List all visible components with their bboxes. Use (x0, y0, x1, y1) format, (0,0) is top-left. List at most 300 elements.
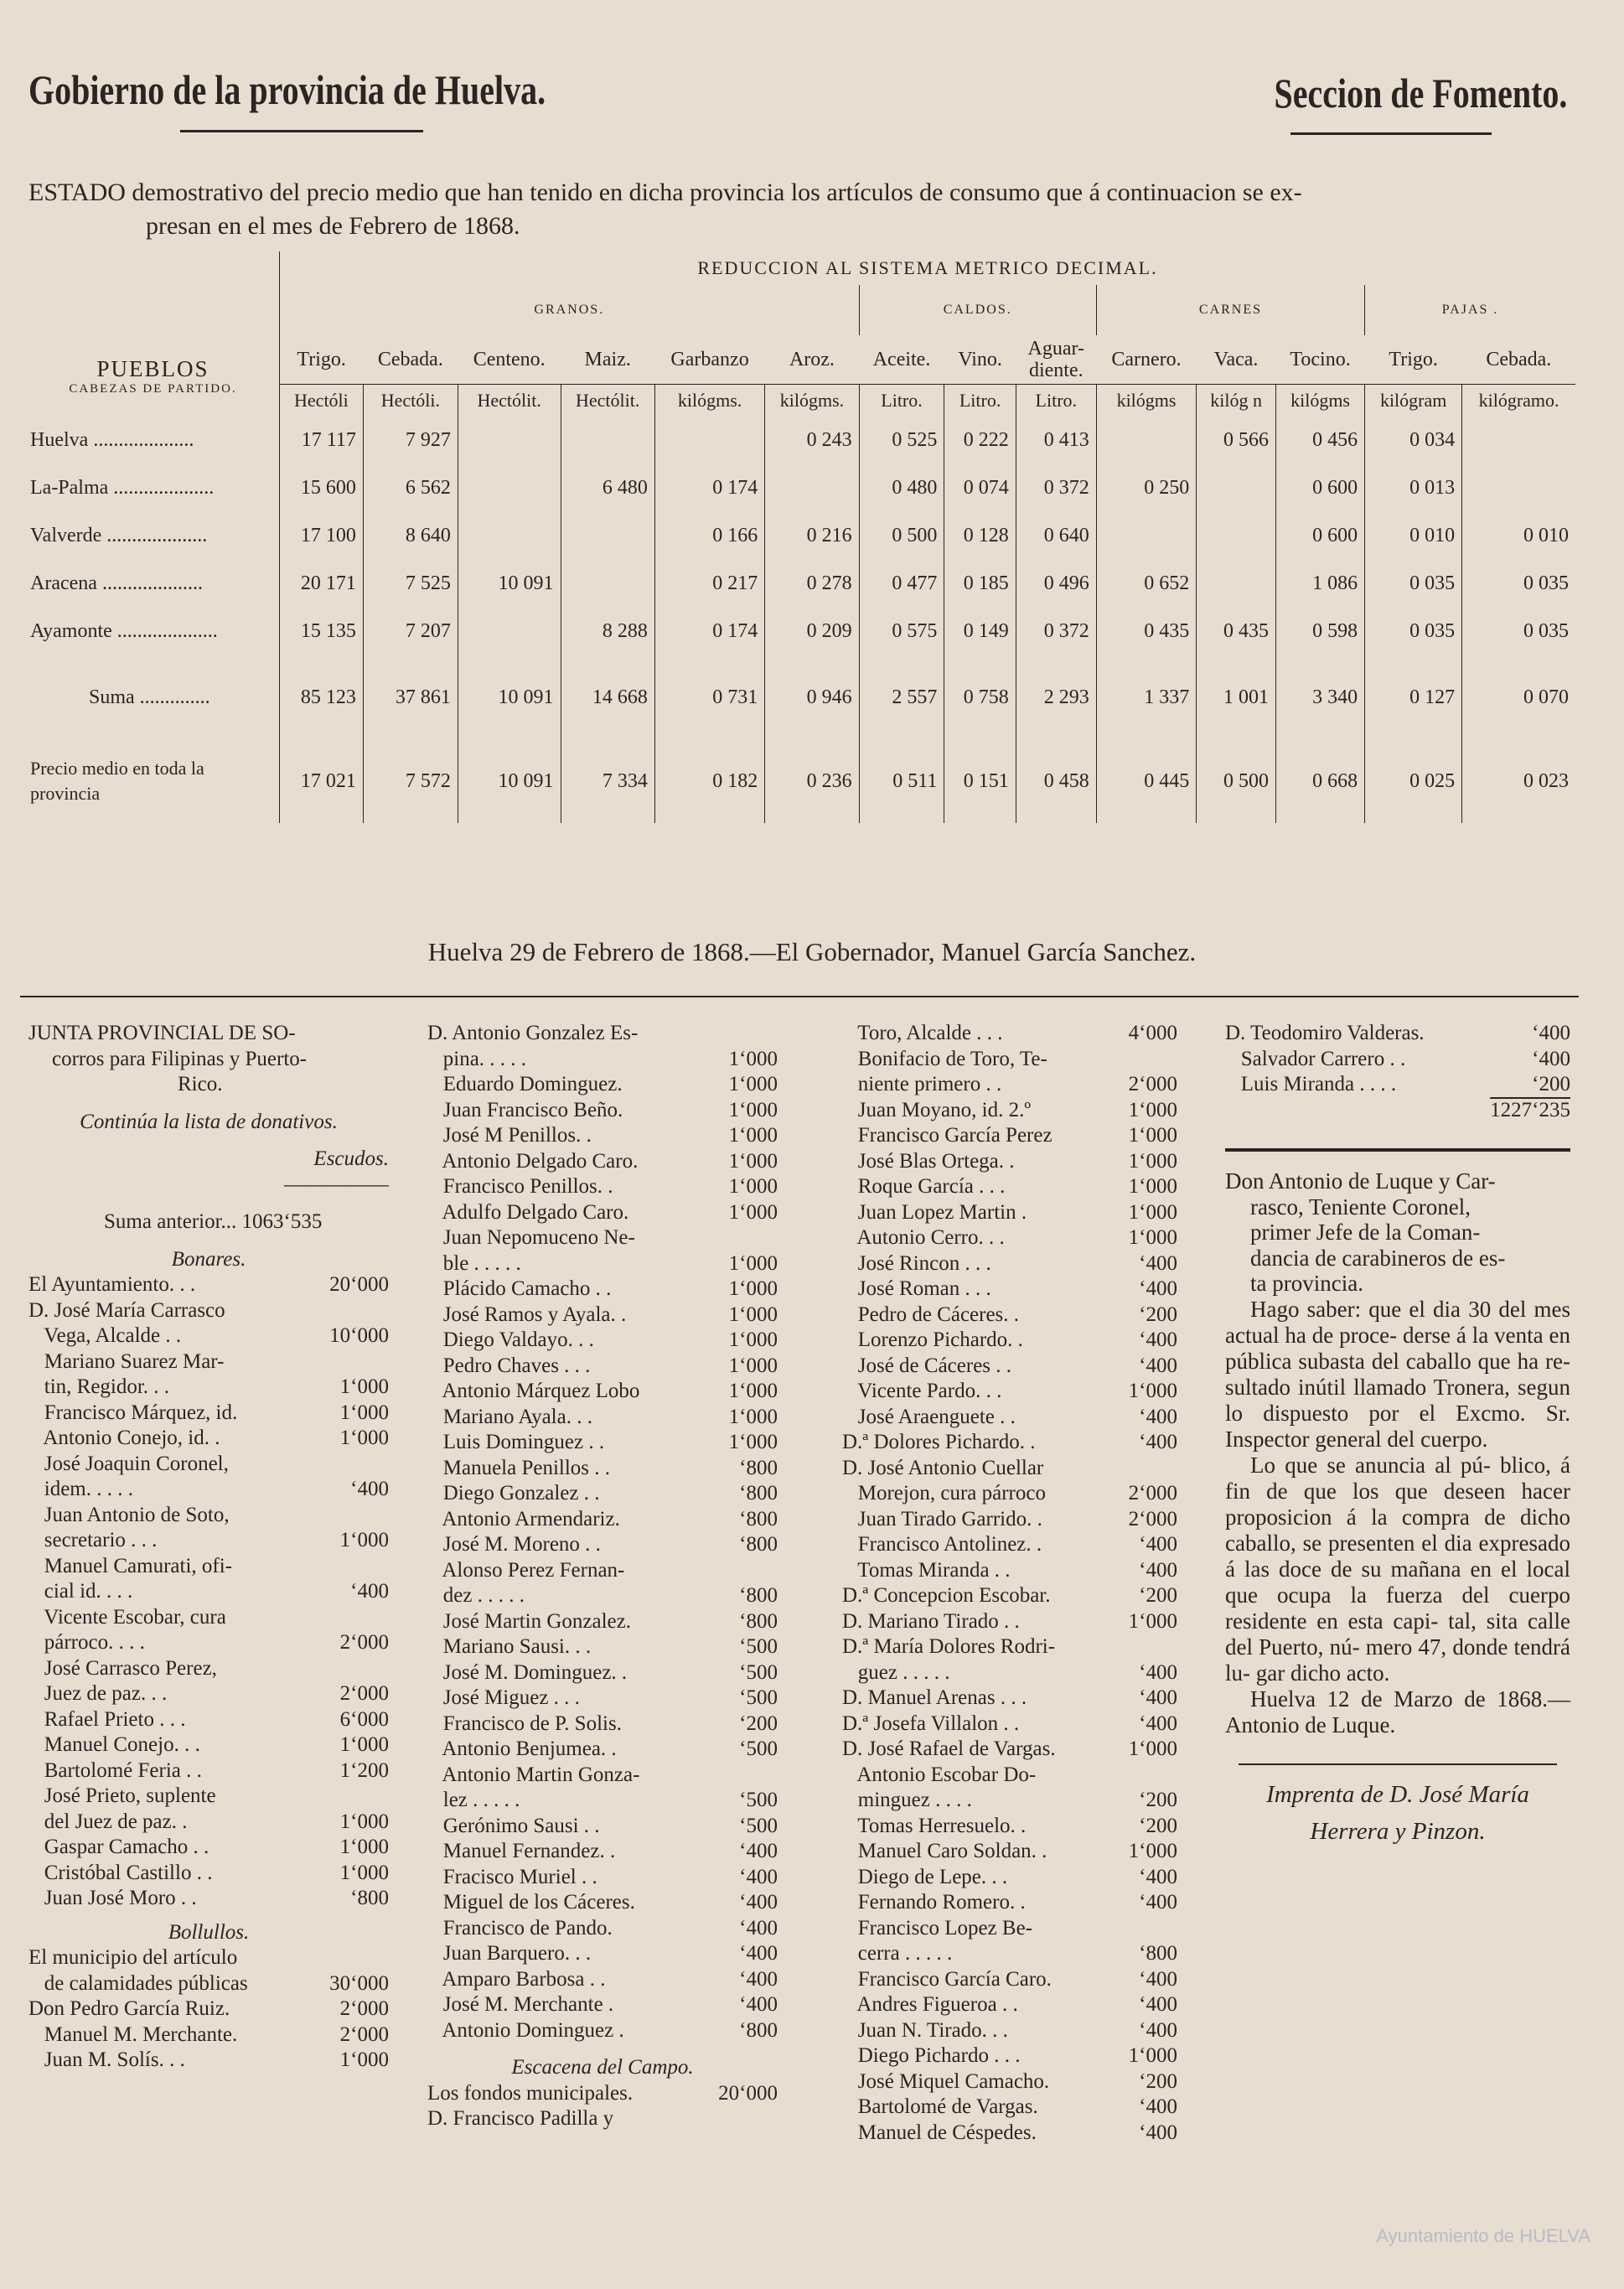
donor-name: Cristóbal Castillo . . (28, 1861, 213, 1884)
list-item (28, 1861, 389, 1887)
donor-amount (313, 1656, 389, 1682)
list-item (427, 1814, 778, 1840)
cell-value: 1 337 (1096, 655, 1196, 739)
place-name: Huelva (30, 429, 89, 451)
leader-dots: .................... (101, 525, 208, 546)
cell-value: 0 035 (1523, 572, 1569, 594)
donor-amount: ‘200 (1139, 1584, 1177, 1607)
cell-value: 0 236 (765, 739, 859, 823)
donor-amount: 2‘000 (1128, 1073, 1177, 1095)
row-place (27, 464, 280, 512)
donor-name: idem. . . . . (28, 1478, 133, 1500)
list-item (427, 1456, 778, 1482)
list-item (427, 1072, 778, 1098)
col-head: Cebada. (377, 348, 443, 370)
list-item (427, 1890, 778, 1916)
cell-value: 0 758 (944, 655, 1016, 739)
donor-amount: ‘500 (739, 1635, 778, 1658)
cell-value: 7 525 (363, 560, 458, 608)
notice-para-1: Hago saber: que el dia 30 del mes actual ha de proce- derse á la venta en pública subasta del caballo que ha re- sultado inútil llamado Tronera, segun lo dispuesto por el Excmo. Sr. Inspector general del cuerpo. (1225, 1296, 1570, 1452)
donor-name: párroco. . . . (28, 1631, 145, 1654)
list-item (28, 1784, 389, 1810)
donor-amount: ‘400 (1139, 1431, 1177, 1453)
donor-amount: ‘400 (1139, 1251, 1177, 1275)
list-item (842, 1865, 1177, 1891)
column-3 (842, 1021, 1177, 2146)
donor-amount: ‘200 (1139, 1814, 1177, 1837)
list-item (842, 1456, 1177, 1482)
donor-name: Andres Figueroa . . (842, 1993, 1018, 2016)
table-top-title: REDUCCION AL SISTEMA METRICO DECIMAL. (280, 251, 1576, 285)
row-place (27, 655, 280, 739)
donor-name: Roque García . . . (842, 1175, 1006, 1198)
donor-name: José Miguez . . . (427, 1686, 580, 1709)
donor-name: Juan José Moro . . (28, 1887, 197, 1909)
list-item (28, 1630, 389, 1656)
donor-name: cial id. . . . (28, 1580, 133, 1603)
donor-amount: 1‘000 (728, 1302, 778, 1326)
list-item (427, 2106, 778, 2132)
col-head: Vaca. (1213, 348, 1259, 370)
cell-value: 20 171 (280, 560, 364, 608)
donor-amount: 4‘000 (1128, 1022, 1177, 1044)
donor-name: José Rincon . . . (842, 1251, 991, 1275)
donor-amount: 1‘000 (728, 1277, 778, 1300)
donor-amount: ‘400 (739, 1967, 778, 1991)
donor-name: José Carrasco Perez, (28, 1656, 217, 1680)
donor-name: D. Antonio Gonzalez Es- (427, 1022, 639, 1044)
list-item (427, 1430, 778, 1456)
list-item (842, 1788, 1177, 1814)
cell-value: 3 340 (1275, 655, 1364, 739)
donor-name: El municipio del artículo (28, 1946, 238, 1969)
donor-amount (702, 1558, 778, 1584)
cell-value (1197, 464, 1276, 512)
donor-list-3 (842, 1021, 1177, 2146)
col-head: Maiz. (584, 348, 631, 370)
donor-name: Pedro Chaves . . . (427, 1354, 591, 1377)
list-item (427, 1251, 778, 1277)
donor-amount: 2‘000 (339, 2022, 389, 2046)
list-item (427, 1123, 778, 1149)
donor-amount (313, 1503, 389, 1529)
donor-name: El Ayuntamiento. . . (28, 1273, 196, 1296)
donor-name: Diego Valdayo. . . (427, 1328, 594, 1351)
cell-value (458, 512, 561, 560)
list-item (427, 1660, 778, 1686)
donor-amount: 1‘000 (1128, 1175, 1177, 1198)
cell-value: 0 600 (1275, 512, 1364, 560)
donor-name: Manuel Conejo. . . (28, 1733, 200, 1756)
donor-name: Juez de paz. . . (28, 1682, 168, 1705)
donor-name: Francisco García Caro. (842, 1967, 1052, 1991)
list-item (427, 1225, 778, 1251)
list-item (842, 1021, 1177, 1047)
unit: kilógms. (765, 385, 859, 417)
bollullos-label: Bollullos. (168, 1920, 250, 1944)
cell-value (765, 464, 859, 512)
list-item (427, 1712, 778, 1737)
list-item (427, 1634, 778, 1660)
cell-value: 0 598 (1275, 608, 1364, 655)
donor-name: Bonifacio de Toro, Te- (842, 1047, 1047, 1070)
donor-amount: ‘200 (1139, 1302, 1177, 1326)
intro-line1: ESTADO demostrativo del precio medio que han tenido en dicha provincia los artículos de consumo que á continuacion se ex- (28, 179, 1302, 206)
donor-name: Bartolomé de Vargas. (842, 2095, 1038, 2118)
escudos-label: Escudos. (313, 1147, 389, 1170)
list-item (427, 1098, 778, 1124)
donor-list-2 (427, 1021, 778, 2043)
cell-value: 0 174 (654, 464, 764, 512)
cell-value: 17 100 (280, 512, 364, 560)
place-name: La-Palma (30, 477, 109, 499)
bonares-label: Bonares. (171, 1247, 246, 1271)
cell-value: 1 086 (1275, 560, 1364, 608)
donor-amount (702, 1021, 778, 1047)
donor-amount: 1‘000 (339, 2048, 389, 2071)
col-head: Vino. (958, 348, 1002, 370)
junta-title-1: JUNTA PROVINCIAL DE SO- (28, 1022, 296, 1044)
donor-amount: 1‘000 (1128, 1609, 1177, 1633)
list-item (842, 1634, 1177, 1660)
donor-amount (313, 1298, 389, 1324)
donor-amount: 1‘000 (728, 1175, 778, 1198)
list-item (427, 1941, 778, 1967)
donor-amount: 1‘000 (1128, 1380, 1177, 1402)
donor-amount: ‘800 (1139, 1942, 1177, 1965)
col-head: Carnero. (1111, 348, 1182, 370)
list-item (427, 1788, 778, 1814)
donor-name: secretario . . . (28, 1529, 158, 1551)
list-item (842, 2121, 1177, 2147)
list-item (842, 1583, 1177, 1609)
cell-value: 0 372 (1016, 464, 1096, 512)
donor-name: D. Manuel Arenas . . . (842, 1686, 1027, 1709)
list-item (28, 1996, 389, 2022)
imprenta-rule (1239, 1763, 1557, 1765)
cell-value: 6 562 (363, 464, 458, 512)
donor-amount: 1‘000 (339, 1375, 389, 1398)
donor-amount: 1‘000 (339, 1810, 389, 1833)
donor-amount: ‘400 (1139, 1533, 1177, 1556)
donor-name: Francisco García Perez (842, 1124, 1052, 1147)
donor-name: ble . . . . . (427, 1251, 521, 1275)
cell-value: 0 640 (1016, 512, 1096, 560)
header-right: Seccion de Fomento. (1274, 70, 1567, 117)
cell-value: 0 151 (944, 739, 1016, 823)
cell-value: 0 217 (654, 560, 764, 608)
table-row (27, 608, 1575, 655)
row-place (27, 739, 280, 823)
donor-amount: ‘400 (1139, 1558, 1177, 1582)
donor-name: José M. Dominguez. . (427, 1660, 628, 1684)
donor-name: niente primero . . (842, 1073, 1002, 1095)
table-body (27, 417, 1575, 823)
list-item (28, 1349, 389, 1375)
list-item (28, 1656, 389, 1682)
cell-value: 0 013 (1365, 464, 1462, 512)
list-item (842, 1149, 1177, 1175)
donor-amount (313, 1452, 389, 1478)
donor-name: minguez . . . . (842, 1789, 972, 1811)
list-item (842, 1328, 1177, 1354)
cell-value: 1 001 (1197, 655, 1276, 739)
cell-value: 0 435 (1096, 608, 1196, 655)
donor-amount: ‘200 (1532, 1073, 1570, 1095)
cell-value: 6 480 (561, 464, 654, 512)
donor-amount: 30‘000 (329, 1971, 389, 1995)
cell-value: 0 500 (859, 512, 944, 560)
cell-value: 0 456 (1275, 417, 1364, 464)
donor-amount (313, 1605, 389, 1631)
donor-amount: 1‘000 (728, 1073, 778, 1095)
donor-amount (1102, 1456, 1177, 1482)
group-granos: GRANOS. (280, 285, 860, 335)
cell-value: 0 566 (1197, 417, 1276, 464)
donor-name: Luis Miranda . . . . (1225, 1073, 1397, 1095)
place-name: Ayamonte (30, 620, 112, 642)
donor-amount: ‘400 (739, 1840, 778, 1862)
column-2 (427, 1021, 778, 2132)
donor-name: D.ª Concepcion Escobar. (842, 1584, 1051, 1607)
list-item (427, 1354, 778, 1380)
donor-name: Diego Pichardo . . . (842, 2044, 1021, 2067)
group-carnes: CARNES (1096, 285, 1364, 335)
cell-value (1096, 417, 1196, 464)
cell-value: 0 435 (1197, 608, 1276, 655)
list-item (28, 1605, 389, 1631)
donor-amount: 6‘000 (339, 1707, 389, 1731)
donor-amount: ‘400 (1139, 1967, 1177, 1991)
bollullos-list (28, 1945, 389, 2074)
leader-dots: .................... (88, 429, 194, 451)
precio-label-2: provincia (30, 783, 101, 804)
donor-amount: 20‘000 (329, 1273, 389, 1296)
donor-name: Juan Tirado Garrido. . (842, 1507, 1042, 1530)
donor-amount: ‘500 (739, 1814, 778, 1837)
col-head: Cebada. (1486, 348, 1552, 370)
continua-label: Continúa la lista de donativos. (80, 1110, 338, 1133)
col-head: Aguar-diente. (1027, 338, 1085, 381)
donor-amount: ‘400 (1139, 1354, 1177, 1377)
donor-amount: ‘400 (1139, 1405, 1177, 1428)
donor-name: Mariano Sausi. . . (427, 1635, 592, 1658)
list-item (28, 1375, 389, 1401)
prices-table (27, 251, 1575, 823)
list-item (427, 1021, 778, 1047)
junta-title-3: Rico. (178, 1073, 223, 1095)
donor-name: Fernando Romero. . (842, 1891, 1026, 1914)
donor-amount: ‘500 (739, 1789, 778, 1811)
pueblos-header (27, 335, 280, 417)
list-item (842, 1123, 1177, 1149)
cell-value: 0 600 (1275, 464, 1364, 512)
cell-value (1197, 560, 1276, 608)
cell-value: 2 293 (1016, 655, 1096, 739)
list-item (427, 1967, 778, 1993)
notice-date: Huelva 12 de Marzo de 1868.—Antonio de Luque. (1225, 1686, 1570, 1737)
col-head: Aroz. (789, 348, 835, 370)
list-item (28, 1707, 389, 1733)
donor-amount: 1‘000 (728, 1431, 778, 1453)
donor-name: Vega, Alcalde . . (28, 1324, 182, 1347)
donor-name: Antonio Márquez Lobo (427, 1380, 640, 1402)
cell-value (561, 512, 654, 560)
list-item (28, 1810, 389, 1836)
list-item (842, 1354, 1177, 1380)
list-item (842, 1532, 1177, 1558)
pueblos-title: PUEBLOS (96, 355, 209, 381)
cell-value: 0 511 (859, 739, 944, 823)
donor-name: Luis Dominguez . . (427, 1431, 605, 1453)
donor-name: cerra . . . . . (842, 1942, 953, 1965)
donor-amount (702, 2106, 778, 2132)
donor-amount: 20‘000 (718, 2081, 778, 2105)
donor-name: José Martin Gonzalez. (427, 1609, 631, 1633)
notice-head-2: rasco, Teniente Coronel, (1250, 1194, 1471, 1220)
donor-name: José M Penillos. . (427, 1124, 592, 1147)
donor-amount: ‘400 (350, 1580, 389, 1603)
cell-value: 85 123 (280, 655, 364, 739)
donor-name: D.ª Dolores Pichardo. . (842, 1431, 1036, 1453)
donor-name: Diego Gonzalez . . (427, 1482, 600, 1504)
donor-amount: ‘400 (739, 1865, 778, 1888)
cell-value: 0 070 (1523, 686, 1569, 708)
donor-amount: 10‘000 (329, 1324, 389, 1347)
donor-amount: 2‘000 (339, 1631, 389, 1654)
donor-name: Tomas Herresuelo. . (842, 1814, 1027, 1837)
list-item (427, 1532, 778, 1558)
donor-name: Manuel M. Merchante. (28, 2022, 238, 2046)
donor-name: Los fondos municipales. (427, 2081, 634, 2105)
cell-value: 17 021 (280, 739, 364, 823)
list-item (28, 1681, 389, 1707)
donor-amount: 1‘000 (728, 1405, 778, 1428)
notice-rule (1225, 1148, 1570, 1152)
donor-name: Antonio Benjumea. . (427, 1737, 617, 1760)
list-item (842, 1558, 1177, 1584)
donor-amount: ‘400 (1139, 2095, 1177, 2118)
donor-amount: ‘400 (1139, 1277, 1177, 1300)
list-item (427, 1200, 778, 1226)
donor-name: Adulfo Delgado Caro. (427, 1200, 629, 1224)
donor-name: Antonio Delgado Caro. (427, 1149, 639, 1173)
list-item (28, 1732, 389, 1758)
unit: Hectóli. (363, 385, 458, 417)
place-name: Valverde (30, 525, 102, 546)
notice-head-5: ta provincia. (1250, 1271, 1363, 1296)
donor-amount: ‘400 (1532, 1047, 1570, 1070)
list-item (842, 1967, 1177, 1993)
donor-amount: 1‘000 (728, 1149, 778, 1173)
donor-amount: 1‘000 (728, 1380, 778, 1402)
header-left: Gobierno de la provincia de Huelva. (28, 66, 546, 113)
list-item (842, 1814, 1177, 1840)
donor-name: Alonso Perez Fernan- (427, 1558, 625, 1582)
donor-amount: 2‘000 (339, 1997, 389, 2020)
donor-name: José Roman . . . (842, 1277, 991, 1300)
donor-name: Juan Antonio de Soto, (28, 1503, 230, 1526)
donor-amount: ‘400 (1139, 1712, 1177, 1735)
donor-name: Autonio Cerro. . . (842, 1226, 1005, 1249)
list-item (842, 2043, 1177, 2069)
cell-value: 0 500 (1197, 739, 1276, 823)
donor-name: Vicente Escobar, cura (28, 1605, 226, 1629)
cell-value: 0 250 (1096, 464, 1196, 512)
cell-value: 7 572 (363, 739, 458, 823)
donor-name: Eduardo Dominguez. (427, 1073, 623, 1095)
donor-amount: 1‘000 (339, 1836, 389, 1858)
cell-value: 37 861 (363, 655, 458, 739)
cell-value: 8 640 (363, 512, 458, 560)
donor-amount: 1‘000 (1128, 1226, 1177, 1249)
cell-value: 0 034 (1365, 417, 1462, 464)
list-item (427, 1737, 778, 1763)
donor-amount: ‘400 (739, 1891, 778, 1914)
row-place (27, 608, 280, 655)
list-item (842, 1839, 1177, 1865)
donor-amount: 1‘000 (728, 1124, 778, 1147)
donor-name: lez . . . . . (427, 1789, 520, 1811)
donor-amount: 2‘000 (1128, 1482, 1177, 1504)
donor-name: D. José María Carrasco (28, 1298, 225, 1322)
list-item (427, 1047, 778, 1073)
list-item (28, 1426, 389, 1452)
cell-value: 0 372 (1016, 608, 1096, 655)
escudos-rule: ————— (284, 1173, 389, 1196)
cell-value: 17 117 (280, 417, 364, 464)
list-item (427, 1916, 778, 1942)
cell-value: 0 025 (1365, 739, 1462, 823)
donor-amount: 2‘000 (339, 1682, 389, 1705)
list-item (427, 1507, 778, 1533)
donor-amount: 1‘000 (339, 1427, 389, 1449)
donor-name: Antonio Escobar Do- (842, 1763, 1037, 1786)
list-item (842, 1686, 1177, 1712)
pueblos-subtitle: CABEZAS DE PARTIDO. (69, 381, 237, 396)
escacena-list (427, 2081, 778, 2132)
donor-amount: 1‘000 (1128, 1098, 1177, 1121)
donor-name: José de Cáceres . . (842, 1354, 1012, 1377)
donor-name: Juan Lopez Martin . (842, 1200, 1027, 1224)
list-item (842, 1174, 1177, 1200)
list-item (427, 1481, 778, 1507)
cell-value: 0 166 (654, 512, 764, 560)
donor-name: Juan Moyano, id. 2.º (842, 1098, 1032, 1121)
list-item (842, 1430, 1177, 1456)
donor-amount: ‘400 (739, 1993, 778, 2016)
unit: kilógms. (654, 385, 764, 417)
donor-name: Francisco de P. Solis. (427, 1712, 622, 1735)
cell-value (561, 417, 654, 464)
donor-amount: 1‘000 (728, 1354, 778, 1377)
row-place (27, 417, 280, 464)
unit: kilóg n (1197, 385, 1276, 417)
list-item (427, 1379, 778, 1405)
donor-amount: ‘800 (739, 1584, 778, 1607)
donor-amount: ‘200 (1139, 2069, 1177, 2093)
donor-name: Manuel Caro Soldan. . (842, 1840, 1047, 1862)
unit: Hectóli (280, 385, 364, 417)
list-item (28, 1528, 389, 1554)
cell-value: 0 174 (654, 608, 764, 655)
unit: kilógms (1275, 385, 1364, 417)
list-item (427, 1992, 778, 2018)
donor-amount: 1‘000 (1128, 1840, 1177, 1862)
list-item (28, 1945, 389, 1971)
cell-value: 0 525 (859, 417, 944, 464)
donor-name: D. Teodomiro Valderas. (1225, 1022, 1425, 1044)
